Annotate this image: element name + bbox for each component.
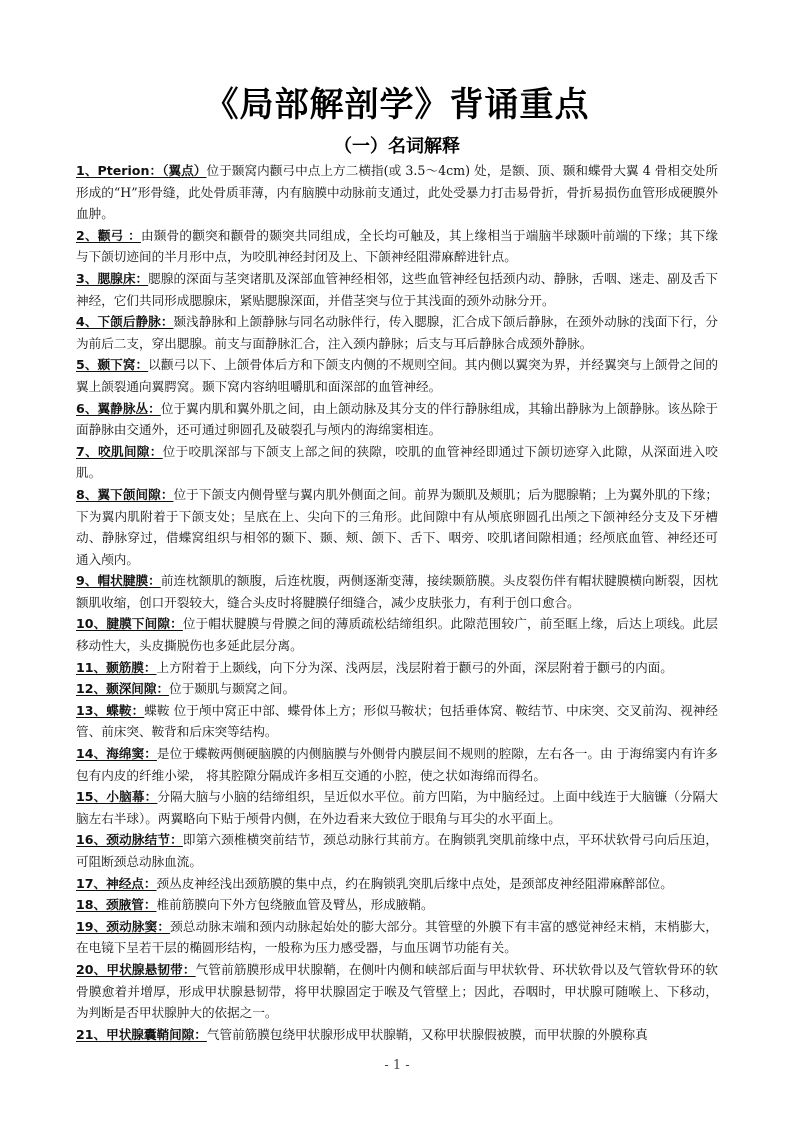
entry-term: 14、海绵窦： <box>76 746 157 762</box>
entry-text: 位于咬肌深部与下颌支上部之间的狭隙，咬肌的血管神经即通过下颌切迹穿入此隙，从深面进入咬肌。 <box>76 443 719 481</box>
entry-text: 是位于蝶鞍两侧硬脑膜的内侧脑膜与外侧骨内膜层间不规则的腔隙，左右各一。由 于海绵窦内有许多包有内皮的纤维小梁， 将其腔隙分隔成许多相互交通的小腔，使之状如海绵而得名。 <box>76 746 718 783</box>
entry-text: 颈丛皮神经浅出颈筋膜的集中点，约在胸锁乳突肌后缘中点处，是颈部皮神经阻滞麻醉部位。 <box>156 875 673 891</box>
entry-term: 17、神经点： <box>76 875 157 891</box>
entry-text: 位于颞肌与颞窝之间。 <box>169 681 296 697</box>
definition-entry <box>76 916 718 959</box>
entry-term: 9、帽状腱膜： <box>76 573 161 589</box>
entry-term: 1、Pterion：（翼点） <box>76 163 207 178</box>
definition-entry <box>76 786 718 829</box>
entry-text: 颈总动脉末端和颈内动脉起始处的膨大部分。其管壁的外膜下有丰富的感觉神经末梢，末梢膨大，在电镜下呈若干层的椭圆形结构，一般称为压力感受器，与血压调节功能有关。 <box>76 918 719 956</box>
entry-term: 7、咬肌间隙： <box>76 443 163 459</box>
entry-term: 12、颞深间隙： <box>76 681 170 697</box>
entry-term: 3、腮腺床： <box>76 270 149 286</box>
entry-text: 位于翼内肌和翼外肌之间，由上颌动脉及其分支的伴行静脉组成，其输出静脉为上颌静脉。该丛除于面静脉由交通外，还可通过卵圆孔及破裂孔与颅内的海绵窦相连。 <box>76 400 719 438</box>
entry-text: 位于帽状腱膜与骨膜之间的薄质疏松结缔组织。此隙范围较广，前至眶上缘，后达上项线。此层移动性大，头皮撕脱伤也多延此层分离。 <box>76 616 718 654</box>
entry-term: 4、下颌后静脉： <box>76 314 174 330</box>
entry-term: 20、甲状腺悬韧带： <box>76 961 196 977</box>
entry-text: 上方附着于上颞线，向下分为深、浅两层，浅层附着于颧弓的外面，深层附着于颧弓的内面。 <box>156 659 673 675</box>
entry-term: 6、翼静脉丛： <box>76 400 161 416</box>
page-number: - 1 - <box>384 1058 410 1073</box>
entry-term: 2、颧弓 ： <box>76 227 141 243</box>
definition-entry <box>76 959 718 1024</box>
definition-entry <box>76 441 718 484</box>
entry-text: 颞浅静脉和上颌静脉与同名动脉伴行，传入腮腺，汇合成下颌后静脉，在颈外动脉的浅面下行，分为前后二支，穿出腮腺。前支与面静脉汇合，注入颈内静脉；后支与耳后静脉合成颈外静脉。 <box>76 314 719 351</box>
definition-entry <box>76 678 718 700</box>
definition-entry <box>76 398 718 441</box>
definition-entry <box>76 1024 718 1046</box>
entry-term: 11、颞筋膜： <box>76 659 157 675</box>
definition-entry <box>76 657 718 679</box>
entry-text: 位于颞窝内颧弓中点上方二横指(或 3.5～4cm) 处，是额、顶、颞和蝶骨大翼 4 骨相交处所形成的“H”形骨缝，此处骨质菲薄，内有脑膜中动脉前支通过，此处受暴力打击易骨折，骨折易损伤血管形成硬膜外血肿。 <box>76 163 718 222</box>
section-heading: （一）名词解释 <box>334 136 460 157</box>
entry-term: 10、腱膜下间隙： <box>76 616 183 632</box>
entry-term: 19、颈动脉窦： <box>76 918 171 934</box>
definition-entry <box>76 160 718 225</box>
definition-entry <box>76 894 718 916</box>
entry-term: 18、颈腋管： <box>76 897 157 913</box>
entry-text: 位于下颌支内侧骨壁与翼内肌外侧面之间。前界为颞肌及颊肌；后为腮腺鞘；上为翼外肌的下缘；下为翼内肌附着于下颌支处；呈底在上、尖向下的三角形。此间隙中有从颅底卵圆孔出颅之下颌神经分支及下牙槽动、静脉穿过，借蝶窝组织与相邻的颞下、颞、颊、颌下、舌下、咽旁、咬肌诸间隙相通；经颅底血管、神经还可通入颅内。 <box>76 486 719 567</box>
entry-text: 腮腺的深面与茎突诸肌及深部血管神经相邻，这些血管神经包括颈内动、静脉，舌咽、迷走、副及舌下神经，它们共同形成腮腺床，紧贴腮腺深面，并借茎突与位于其浅面的颈外动脉分开。 <box>76 270 719 308</box>
entry-term: 21、甲状腺囊鞘间隙： <box>76 1026 207 1042</box>
entry-text: 气管前筋膜形成甲状腺鞘，在侧叶内侧和峡部后面与甲状软骨、环状软骨以及气管软骨环的软骨膜愈着并增厚，形成甲状腺悬韧带，将甲状腺固定于喉及气管壁上；因此，吞咽时，甲状腺可随喉上、下移动，为判断是否甲状腺肿大的依据之一。 <box>76 961 719 1021</box>
page-title: 《局部解剖学》背诵重点 <box>204 85 590 125</box>
entry-text: 椎前筋膜向下外方包绕腋血管及臂丛，形成腋鞘。 <box>156 897 434 913</box>
entry-text: 前连枕额肌的额腹，后连枕腹，两侧逐渐变薄，接续颞筋膜。头皮裂伤伴有帽状腱膜横向断裂，因枕额肌收缩，创口开裂较大，缝合头皮时将腱膜仔细缝合，减少皮肤张力，有利于创口愈合。 <box>76 573 719 610</box>
entry-term: 15、小脑幕： <box>76 789 158 805</box>
entry-text: 气管前筋膜包绕甲状腺形成甲状腺鞘，又称甲状腺假被膜，而甲状腺的外膜称真 <box>206 1026 648 1042</box>
definition-entry <box>76 354 718 397</box>
entry-text: 分隔大脑与小脑的结缔组织，呈近似水平位。前方凹陷，为中脑经过。上面中线连于大脑镰（分隔大脑左右半球）。两翼略向下贴于颅骨内侧，在外边看来大致位于眼角与耳尖的水平面上。 <box>76 789 719 826</box>
definition-entry <box>76 225 718 268</box>
entry-term: 13、蝶鞍： <box>76 702 145 718</box>
entry-term: 8、翼下颌间隙： <box>76 486 174 502</box>
entry-text: 蝶鞍 位于颅中窝正中部、蝶骨体上方；形似马鞍状；包括垂体窝、鞍结节、中床突、交叉前沟、视神经管、前床突、鞍背和后床突等结构。 <box>76 702 718 740</box>
definition-entry <box>76 873 718 895</box>
entry-text: 即第六颈椎横突前结节，颈总动脉行其前方。在胸锁乳突肌前缘中点，平环状软骨弓向后压迫，可阻断颈总动脉血流。 <box>76 832 718 869</box>
definition-entry <box>76 613 718 656</box>
entry-term: 16、颈动脉结节： <box>76 832 183 848</box>
entry-text: 由颞骨的颧突和颧骨的颞突共同组成，全长均可触及，其上缘相当于端脑半球颞叶前端的下缘；其下缘与下颌切迹间的半月形中点，为咬肌神经封闭及上、下颌神经阻滞麻醉进针点。 <box>76 227 718 265</box>
entry-term: 5、颞下窝： <box>76 357 149 373</box>
definition-entry <box>76 268 718 311</box>
definition-entry <box>76 570 718 613</box>
definition-entry <box>76 829 718 872</box>
definition-list <box>76 160 718 1045</box>
entry-text: 以颧弓以下、上颌骨体后方和下颌支内侧的不规则空间。其内侧以翼突为界，并经翼突与上颌骨之间的翼上颌裂通向翼腭窝。颞下窝内容纳咀嚼肌和面深部的血管神经。 <box>76 357 719 394</box>
definition-entry <box>76 700 718 743</box>
definition-entry <box>76 311 718 354</box>
definition-entry <box>76 743 718 786</box>
definition-entry <box>76 484 718 570</box>
